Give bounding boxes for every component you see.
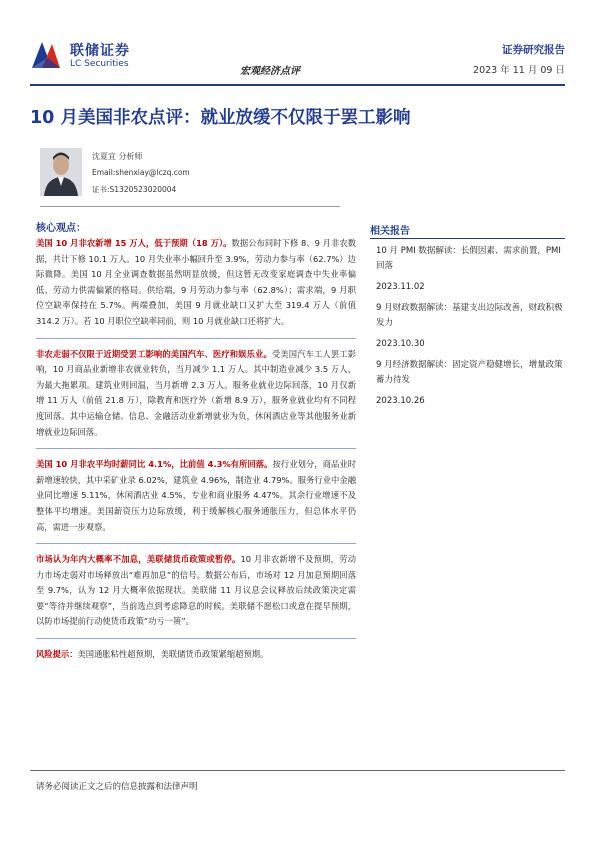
- paragraph-divider: [36, 543, 356, 544]
- paragraph-text: 数据公布同时下修 8、9 月非农数据，共计下修 10.1 万人。10 月失业率小幅回升至 3.9%，劳动力参与率（62.7%）边际微降。美国 10 月全业调查数据虽然明显放缓，但这暂无改变家庭调查中失业率偏低、劳动力供需偏紧的格局。供给端，9 月劳动力参与率（62.8%）；需求端，9 月职位空缺率保持在 5.7%。两端叠加，美国 9 月就业缺口又扩大至 319.4 万人（前值 314.2 万）。若 10 月职位空缺率同前，则 10 月就业缺口还将扩大。: [36, 238, 356, 326]
- related-report-title[interactable]: 9 月财政数据解读：基建支出边际改善，财政积极发力: [376, 303, 563, 328]
- risk-label: 风险提示：: [36, 649, 78, 660]
- paragraph-divider: [36, 338, 356, 339]
- footer-disclaimer: 请务必阅读正文之后的信息披露和法律声明: [36, 782, 198, 792]
- author-avatar: [40, 148, 82, 196]
- core-paragraph: [36, 457, 356, 535]
- related-report-title[interactable]: 9 月经济数据解读：固定资产稳健增长，增量政策蓄力待发: [376, 360, 563, 385]
- risk-warning: [36, 647, 356, 663]
- related-reports-list: [376, 244, 566, 415]
- report-type: 证券研究报告: [502, 44, 565, 56]
- core-view-body: [36, 236, 356, 663]
- report-date: 2023 年 11 月 09 日: [473, 65, 565, 76]
- related-report-title[interactable]: 10 月 PMI 数据解读：长假因素、需求前置，PMI 回落: [376, 246, 561, 271]
- logo-chinese-name: 联储证券: [70, 43, 130, 59]
- paragraph-text: 10 月非农新增不及预期，劳动力市场走弱对市场释放出“难再加息”的信号。数据公布后，市场对 12 月加息预期回落至 9.7%，认为 12 月大概率依据现状。美联储 11 月议息会议释放后续政策决定需要“等待并继续观察”，当前选点到考虑降息的时候。美联储不愿松口或意在提早预期，以防市场提前行动使货币政策“功亏一篑”。: [36, 554, 356, 627]
- paragraph-text: 按行业划分，商品业时薪增速较快，其中采矿业录 6.02%，建筑业 4.96%，制造业 4.79%。服务行业中金融业同比增速 5.11%，休闲酒店业 4.5%，专业和商业服务 4.47%。其余行业增速不及整体平均增速。美国薪资压力边际放缓，利于缓解核心服务通胀压力，但总体水平仍高，需进一步观察。: [36, 459, 356, 532]
- paragraph-highlight: 非农走弱不仅限于近期受罢工影响的美国汽车、医疗和娱乐业。: [36, 348, 272, 359]
- company-logo: [30, 34, 170, 80]
- risk-text: 美国通胀粘性超预期，美联储货币政策紧缩超预期。: [77, 649, 269, 660]
- related-report-item[interactable]: [376, 244, 566, 294]
- related-report-item[interactable]: [376, 301, 566, 351]
- page-title: 10 月美国非农点评：就业放缓不仅限于罢工影响: [30, 108, 411, 128]
- author-divider: [40, 206, 340, 207]
- paragraph-divider: [36, 448, 356, 449]
- paragraph-highlight: 美国 10 月非农平均时薪同比 4.1%，比前值 4.3%有所回落。: [36, 459, 273, 470]
- related-report-date: 2023.10.26: [376, 396, 425, 406]
- footer-divider: [30, 770, 565, 771]
- header-divider: [30, 84, 565, 86]
- section-name: 宏观经济点评: [240, 66, 300, 77]
- core-view-label: 核心观点：: [36, 223, 86, 234]
- related-report-item[interactable]: [376, 358, 566, 408]
- person-photo-icon: [40, 148, 82, 196]
- core-paragraph: [36, 552, 356, 630]
- logo-english-name: LC Securities: [70, 59, 129, 69]
- paragraph-highlight: 美国 10 月非农新增 15 万人，低于预期（18 万）。: [36, 238, 232, 248]
- paragraph-highlight: 市场认为年内大概率不加息，美联储货币政策或暂停。: [36, 554, 241, 565]
- author-name: 沈夏宜 分析师: [92, 152, 143, 161]
- paragraph-text: 受美国汽车工人罢工影响，10 月商品业新增非农就业转负，当月减少 1.1 万人。其中制造业减少 3.5 万人，为最大拖累项。建筑业则回温，当月新增 2.3 万人。服务业就业边际回落，10 月仅新增 11 万人（前值 21.8 万），除教育和医疗外（新增 8.9 万），服务业就业均有不同程度回落。其中运输仓储、信息、金融活动业新增就业为负，休闲酒店业等其他服务业新增就业边际回落。: [36, 348, 356, 437]
- author-block: [40, 148, 340, 204]
- report-header: [30, 34, 565, 86]
- logo-mark-icon: [30, 38, 64, 72]
- author-email[interactable]: Email:shenxiay@lczq.com: [92, 168, 190, 177]
- paragraph-divider: [36, 638, 356, 639]
- author-certificate: 证书:S1320523020004: [92, 185, 177, 194]
- related-reports-title: 相关报告: [370, 226, 410, 237]
- related-report-date: 2023.11.02: [376, 282, 425, 292]
- related-report-date: 2023.10.30: [376, 339, 425, 349]
- core-paragraph: [36, 236, 356, 330]
- related-reports-divider: [370, 238, 565, 239]
- core-paragraph: [36, 347, 356, 441]
